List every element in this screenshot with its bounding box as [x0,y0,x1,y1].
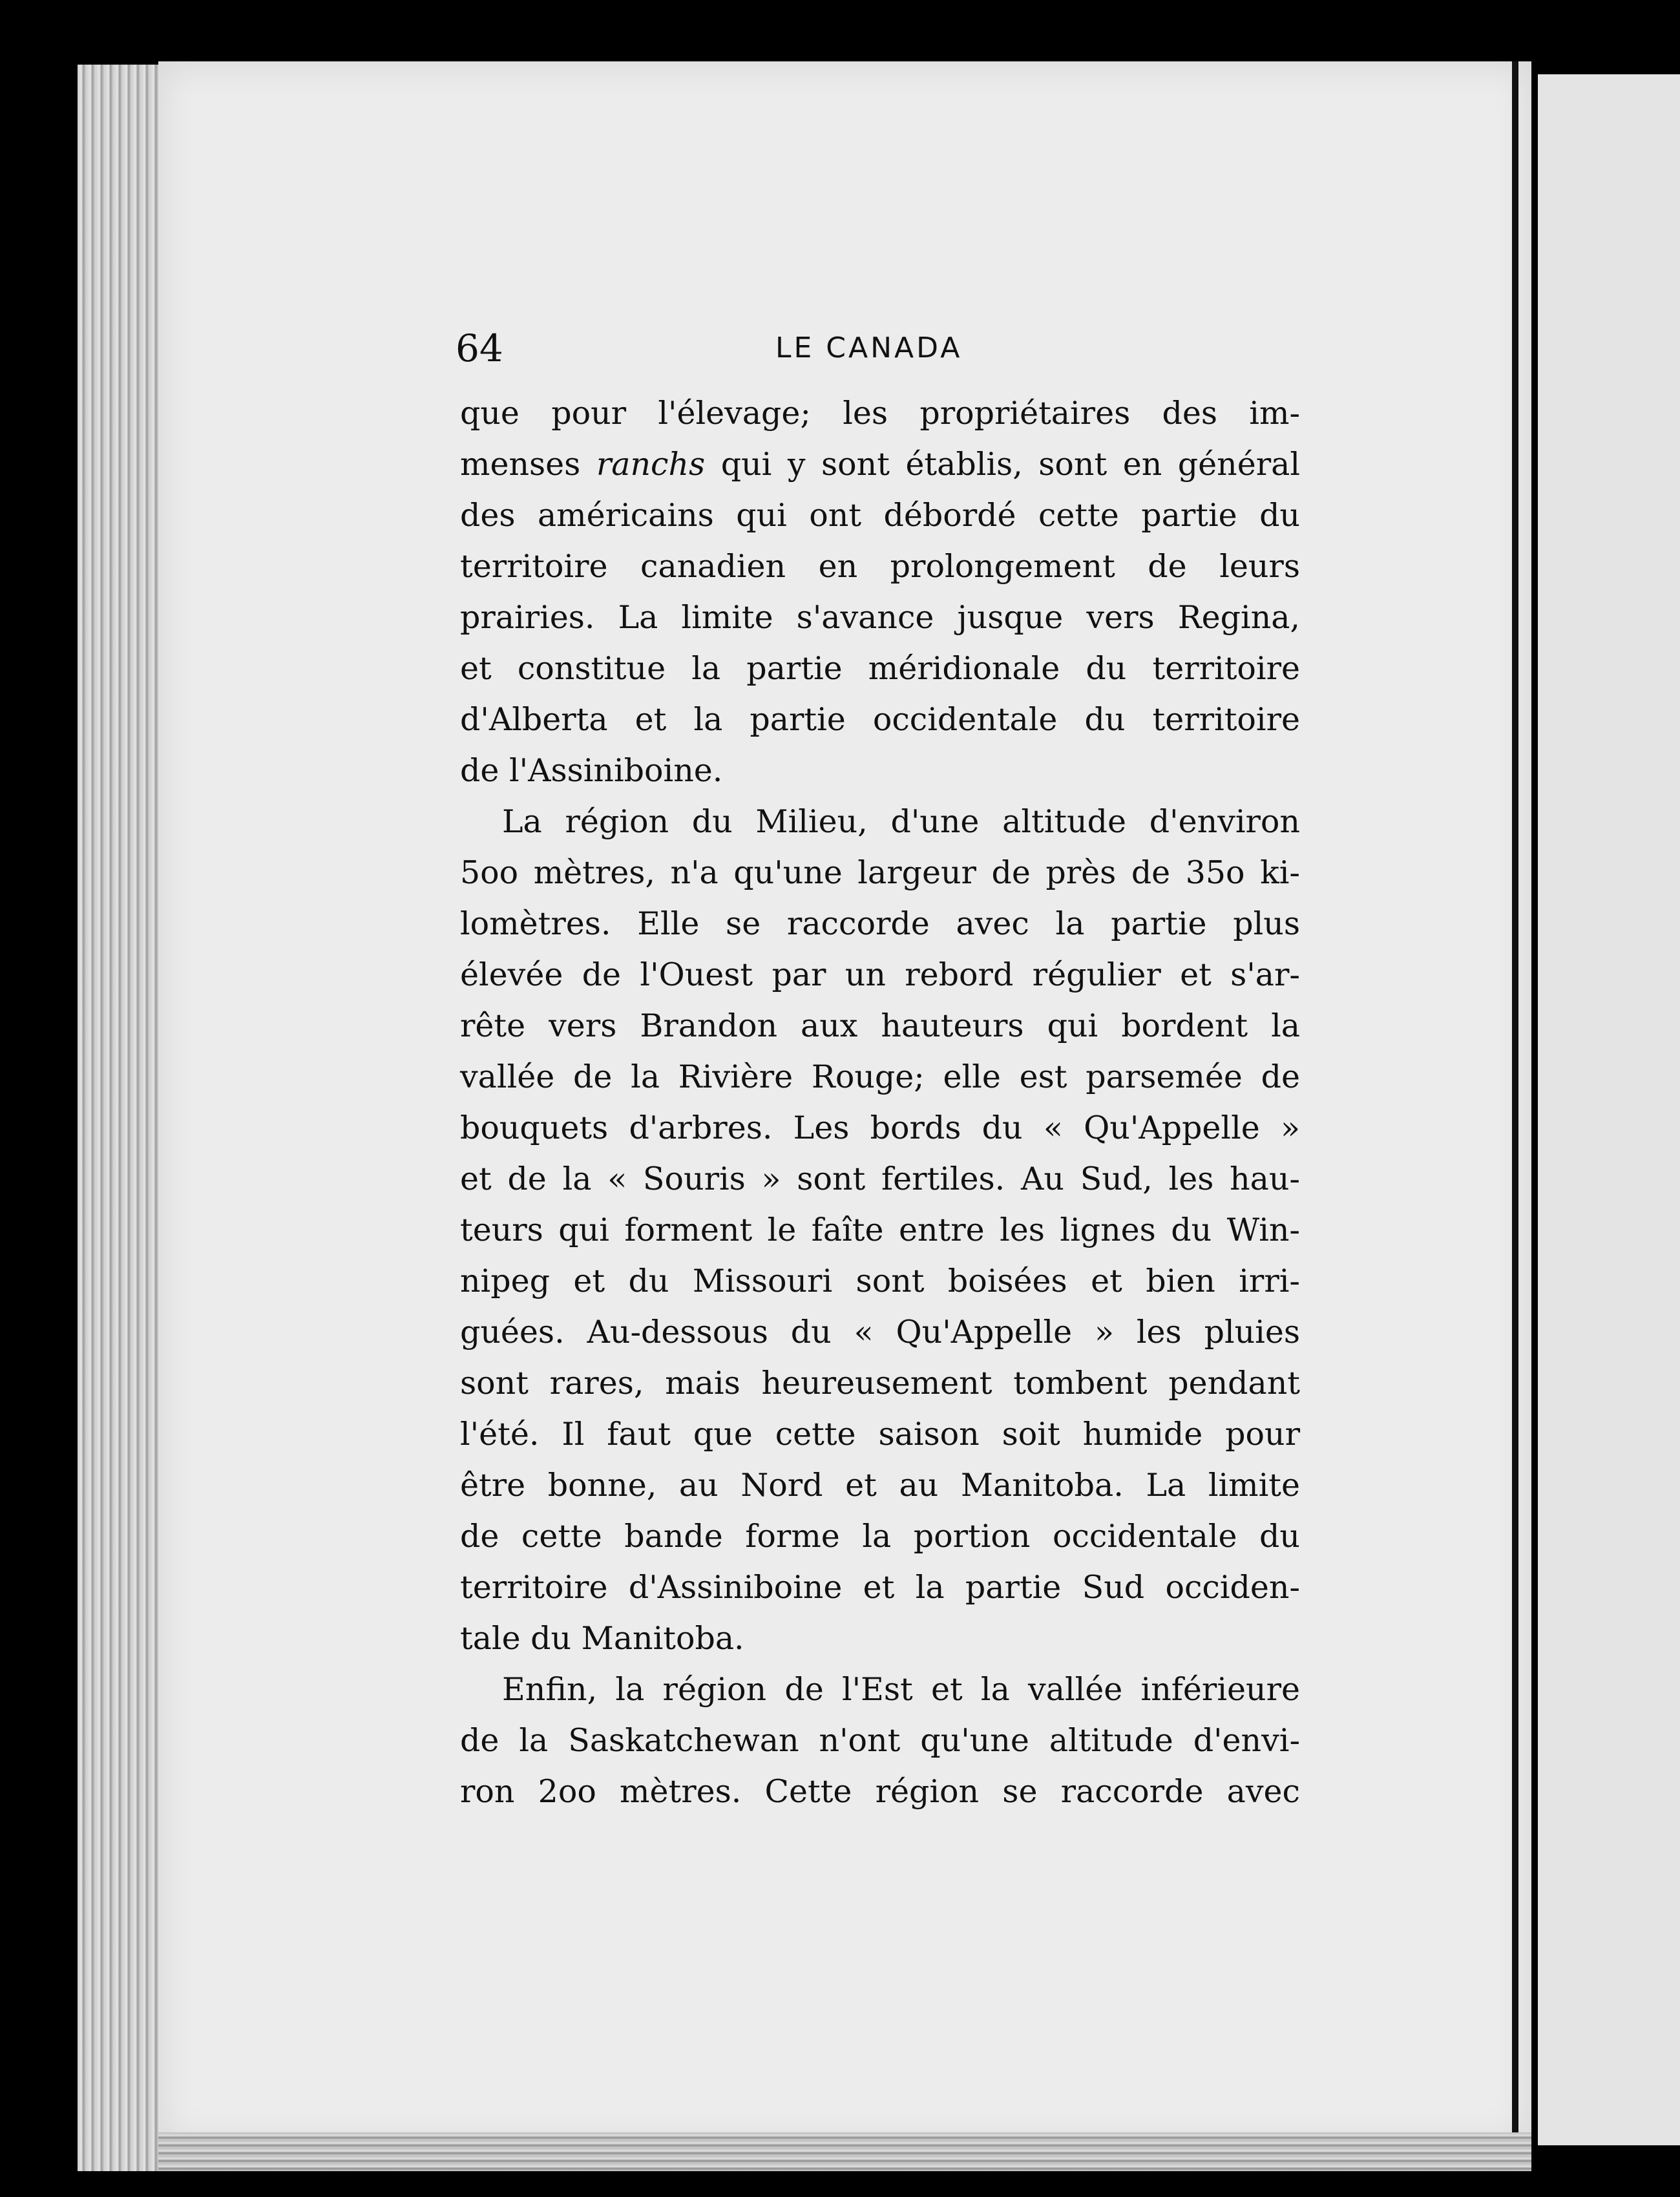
body-text [460,388,1300,1817]
text-line: vallée de la Rivière Rouge; elle est parsemée de [460,1058,1300,1095]
text-line: rête vers Brandon aux hauteurs qui bordent la [460,1007,1300,1044]
text-line: La région du Milieu, d'une altitude d'environ [502,803,1300,840]
text-line: élevée de l'Ouest par un rebord régulier et s'ar- [460,956,1300,993]
text-line: l'été. Il faut que cette saison soit humide pour [460,1416,1300,1453]
text-line: lomètres. Elle se raccorde avec la partie plus [460,905,1300,942]
page-number: 64 [456,326,503,370]
text-line: de la Saskatchewan n'ont qu'une altitude d'envi- [460,1722,1300,1759]
page-edges [78,65,168,2171]
bottom-page-edges [158,2132,1531,2171]
text-line: de cette bande forme la portion occidentale du [460,1518,1300,1555]
text-line: que pour l'élevage; les propriétaires des im- [460,395,1300,432]
text-line: être bonne, au Nord et au Manitoba. La limite [460,1467,1300,1504]
gutter-line [1512,61,1518,2149]
text-line: guées. Au-dessous du « Qu'Appelle » les pluies [460,1314,1300,1351]
running-title: LE CANADA [775,331,963,364]
text-line: et constitue la partie méridionale du territoire [460,650,1300,687]
text-line: sont rares, mais heureusement tombent pendant [460,1365,1300,1402]
next-page-edge [1538,74,1680,2145]
text-line [460,439,1300,490]
text-line: ron 2oo mètres. Cette région se raccorde avec [460,1773,1300,1810]
text-line: des américains qui ont débordé cette partie du [460,497,1300,534]
text-line: prairies. La limite s'avance jusque vers Regina, [460,599,1300,636]
italic-word: ranchs [596,446,706,483]
text-line: d'Alberta et la partie occidentale du territoire [460,701,1300,738]
text-line: bouquets d'arbres. Les bords du « Qu'Appelle » [460,1109,1300,1146]
text-line: 5oo mètres, n'a qu'une largeur de près de 35o ki- [460,854,1300,891]
text-line: teurs qui forment le faîte entre les lignes du Win- [460,1212,1300,1248]
text-run: menses [460,446,596,483]
text-line: nipeg et du Missouri sont boisées et bien irri- [460,1263,1300,1299]
text-line: Enfin, la région de l'Est et la vallée inférieure [502,1671,1300,1708]
text-line: tale du Manitoba. [460,1620,744,1657]
text-line: et de la « Souris » sont fertiles. Au Sud, les hau- [460,1161,1300,1197]
text-run: qui y sont établis, sont en général [705,446,1301,483]
text-line: territoire d'Assiniboine et la partie Sud occiden- [460,1569,1300,1606]
text-line: territoire canadien en prolongement de leurs [460,548,1300,585]
text-line: de l'Assiniboine. [460,752,723,789]
page-header [456,326,1296,378]
